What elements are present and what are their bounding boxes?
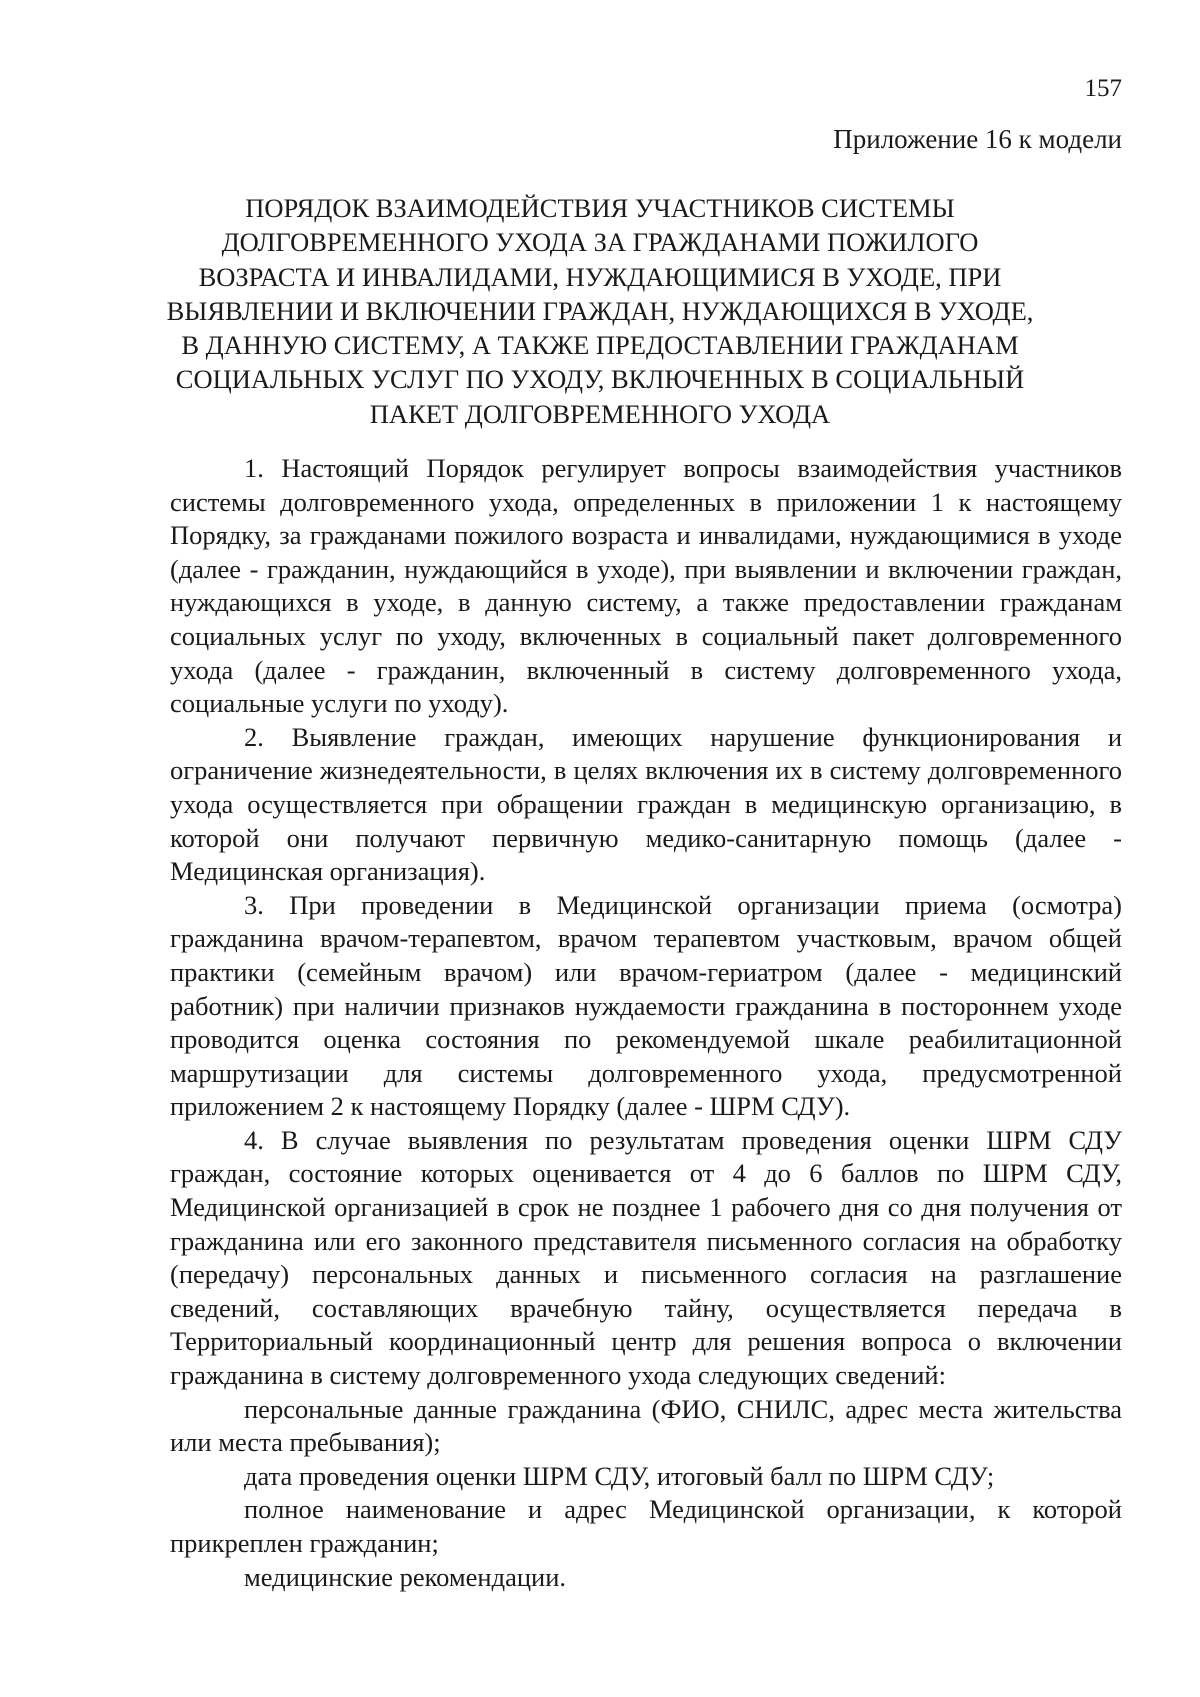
title-line: ПОРЯДОК ВЗАИМОДЕЙСТВИЯ УЧАСТНИКОВ СИСТЕМЫ [245,193,955,223]
list-item: дата проведения оценки ШРМ СДУ, итоговый балл по ШРМ СДУ; [244,1460,995,1491]
list-item: полное наименование и адрес Медицинской организации, к которой прикреплен гражданин; [170,1494,1122,1558]
title-line: СОЦИАЛЬНЫХ УСЛУГ ПО УХОДУ, ВКЛЮЧЕННЫХ В СОЦИАЛЬНЫЙ [175,364,1025,395]
title-line: В ДАННУЮ СИСТЕМУ, А ТАКЖЕ ПРЕДОСТАВЛЕНИИ ГРАЖДАНАМ [181,330,1019,361]
list-item: медицинские рекомендации. [244,1561,567,1592]
document-title [150,191,1050,431]
title-line: ВЫЯВЛЕНИИ И ВКЛЮЧЕНИИ ГРАЖДАН, НУЖДАЮЩИХСЯ В УХОДЕ, [166,295,1034,326]
paragraph-2: 2. Выявление граждан, имеющих нарушение функционирования и ограничение жизнедеятельности, в целях включения их в систему долговременного ухода осуществляется при обращении граждан в медицинскую организацию, в которой они получают первичную медико-санитарную помощь (далее - Медицинская организация). [170,721,1122,887]
title-line: ВОЗРАСТА И ИНВАЛИДАМИ, НУЖДАЮЩИМИСЯ В УХОДЕ, ПРИ [198,261,1002,292]
paragraph-1: 1. Настоящий Порядок регулирует вопросы взаимодействия участников системы долговременного ухода, определенных в приложении 1 к настоящему Порядку, за гражданами пожилого возраста и инвалидами, нуждающимися в уходе (далее - гражданин, нуждающийся в уходе), при выявлении и включении граждан, нуждающихся в уходе, в данную систему, а также предоставлении гражданам социальных услуг по уходу, включенных в социальный пакет долговременного ухода (далее - гражданин, включенный в систему долговременного ухода, социальные услуги по уходу). [170,453,1122,719]
appendix-note: Приложение 16 к модели [833,124,1122,154]
title-line: ДОЛГОВРЕМЕННОГО УХОДА ЗА ГРАЖДАНАМИ ПОЖИЛОГО [221,227,979,258]
page-number: 157 [1084,75,1122,102]
paragraph-3: 3. При проведении в Медицинской организации приема (осмотра) гражданина врачом-терапевтом, врачом терапевтом участковым, врачом общей практики (семейным врачом) или врачом-гериатром (далее - медицинский работник) при наличии признаков нуждаемости гражданина в постороннем уходе проводится оценка состояния по рекомендуемой шкале реабилитационной маршрутизации для системы долговременного ухода, предусмотренной приложением 2 к настоящему Порядку (далее - ШРМ СДУ). [170,889,1122,1122]
title-line: ПАКЕТ ДОЛГОВРЕМЕННОГО УХОДА [369,398,831,429]
document-body [170,452,1122,1594]
paragraph-4: 4. В случае выявления по результатам проведения оценки ШРМ СДУ граждан, состояние которых оценивается от 4 до 6 баллов по ШРМ СДУ, Медицинской организацией в срок не позднее 1 рабочего дня со дня получения от гражданина или его законного представителя письменного согласия на обработку (передачу) персональных данных и письменного согласия на разглашение сведений, составляющих врачебную тайну, осуществляется передача в Территориальный координационный центр для решения вопроса о включении гражданина в систему долговременного ухода следующих сведений: [170,1124,1122,1391]
list-item: персональные данные гражданина (ФИО, СНИЛС, адрес места жительства или места пребывания); [170,1393,1122,1458]
